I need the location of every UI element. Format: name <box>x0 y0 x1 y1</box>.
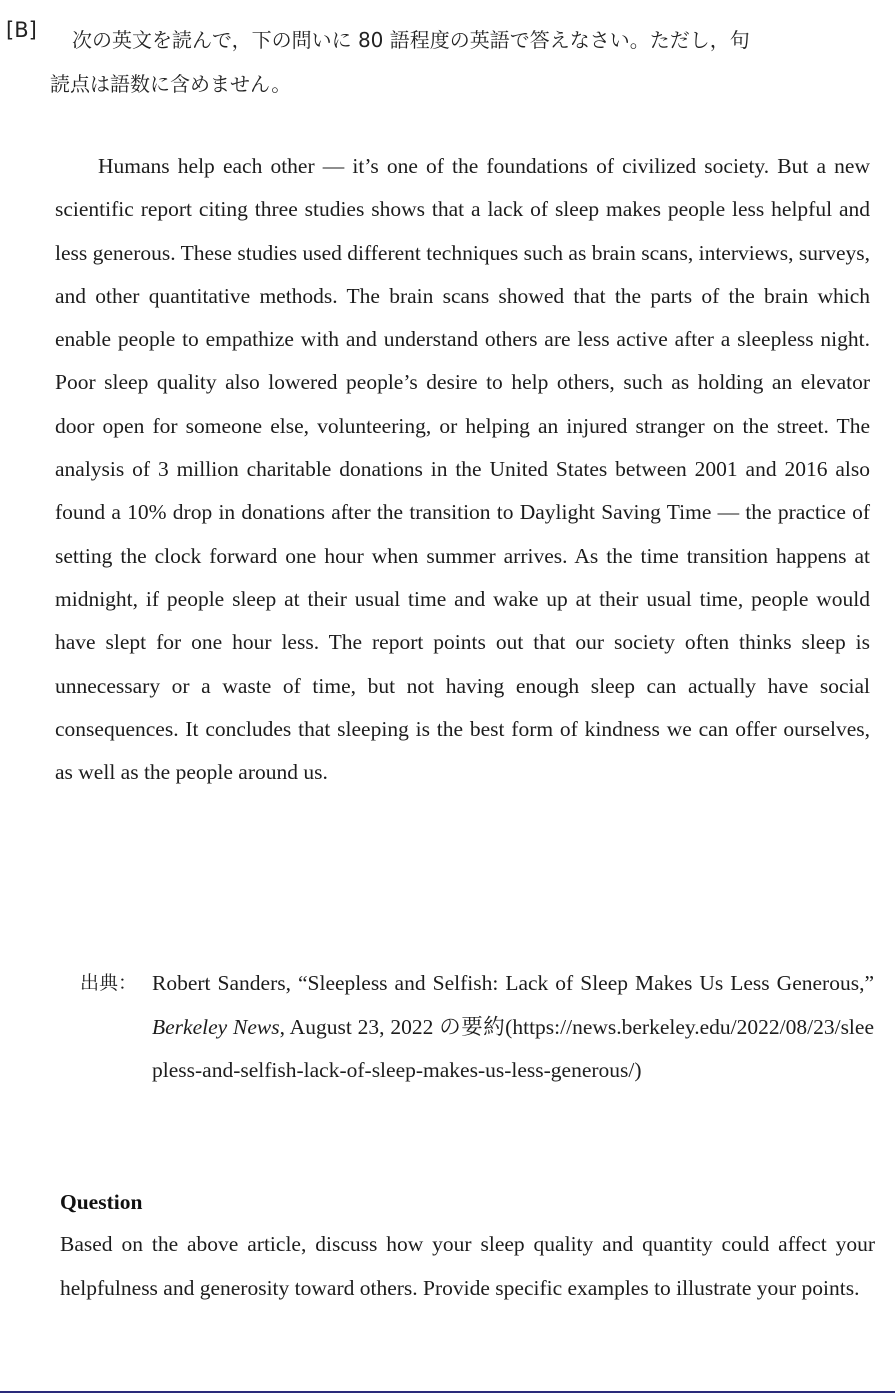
section-label: [B] <box>6 18 37 42</box>
source-date-url: , August 23, 2022 の要約(https://news.berkeley.edu/2022/08/23/sleepless-and-selfish-lack-of-sleep-makes-us-less-generous/) <box>152 1014 874 1082</box>
bottom-divider <box>0 1391 895 1393</box>
instructions-line-1: 次の英文を読んで，下の問いに 80 語程度の英語で答えなさい。ただし，句 <box>72 28 750 52</box>
source-author-title: Robert Sanders, “Sleepless and Selfish: Lack of Sleep Makes Us Less Generous,” <box>152 971 874 995</box>
instructions <box>50 18 870 106</box>
reading-passage: Humans help each other — it’s one of the foundations of civilized society. But a new scientific report citing three studies shows that a lack of sleep makes people less helpful and less generous. These studies used different techniques such as brain scans, interviews, surveys, and other quantitative methods. The brain scans showed that the parts of the brain which enable people to empathize with and understand others are less active after a sleepless night. Poor sleep quality also lowered people’s desire to help others, such as holding an elevator door open for someone else, volunteering, or helping an injured stranger on the street. The analysis of 3 million charitable donations in the United States between 2001 and 2016 also found a 10% drop in donations after the transition to Daylight Saving Time — the practice of setting the clock forward one hour when summer arrives. As the time transition happens at midnight, if people sleep at their usual time and wake up at their usual time, people would have slept for one hour less. The report points out that our society often thinks sleep is unnecessary or a waste of time, but not having enough sleep can actually have social consequences. It concludes that sleeping is the best form of kindness we can offer ourselves, as well as the people around us. <box>55 154 870 785</box>
source-label: 出典： <box>80 972 138 994</box>
source-text <box>152 962 874 1093</box>
source-publication: Berkeley News <box>152 1014 280 1039</box>
instructions-line-2: 読点は語数に含めません。 <box>50 72 292 96</box>
question-body: Based on the above article, discuss how your sleep quality and quantity could affect your helpfulness and generosity toward others. Provide specific examples to illustrate your points. <box>60 1232 875 1300</box>
question-title: Question <box>60 1190 143 1214</box>
